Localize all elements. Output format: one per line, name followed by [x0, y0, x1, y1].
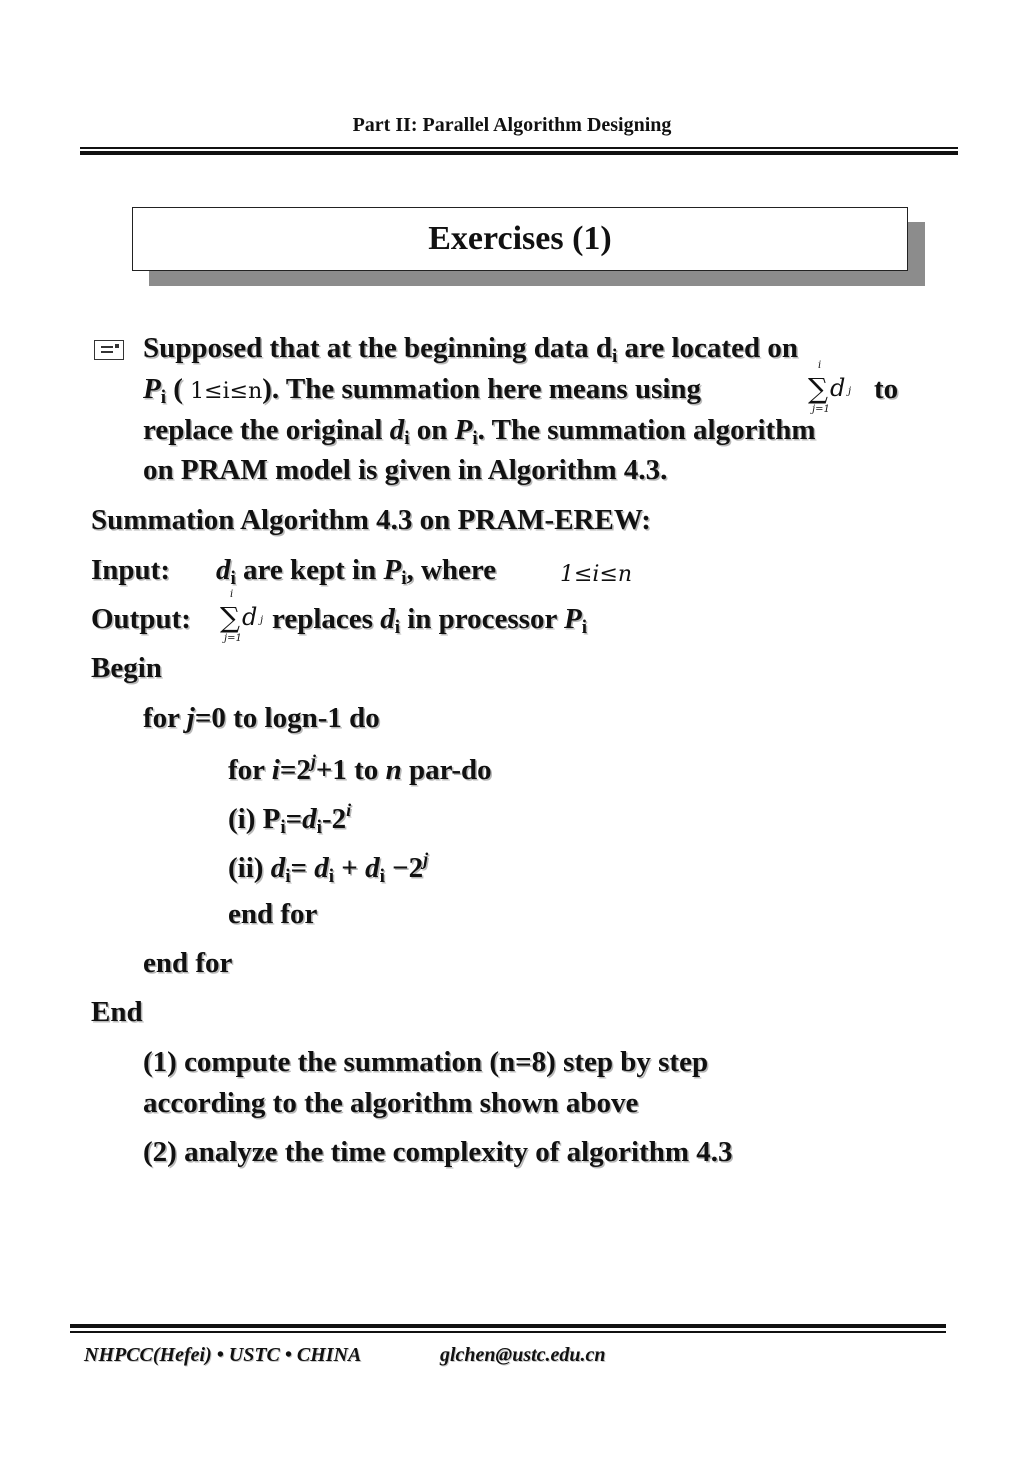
algorithm-end: End — [91, 996, 143, 1028]
page-header-title: Part II: Parallel Algorithm Designing — [352, 114, 672, 136]
footer-email: glchen@ustc.edu.cn — [440, 1344, 606, 1366]
algorithm-input-text: $d_i$ are kept in $P_i$, where — [216, 554, 497, 589]
algorithm-input-label: Input: — [91, 554, 170, 586]
algorithm-input-range: 1≤i≤n — [560, 562, 633, 587]
footer-rule-thin — [70, 1331, 946, 1333]
algorithm-step-1: (i) $P_i=d_i-2^i$ — [228, 800, 352, 838]
algorithm-outer-end-for: end for — [143, 947, 233, 979]
intro-sum-formula: i ∑ d j j=1 — [808, 360, 852, 415]
algorithm-outer-for: for j=0 to logn-1 do — [143, 702, 380, 734]
intro-line-2: $P_i$ ( 1≤i≤n). The summation here means using — [143, 373, 702, 408]
intro-line-4: on PRAM model is given in Algorithm 4.3. — [143, 454, 668, 486]
algorithm-step-2: (ii) $d_i= d_i + d_i -2^j$ — [228, 849, 429, 887]
algorithm-output-sum: i ∑ d j j=1 — [220, 589, 264, 644]
slide-title — [132, 207, 908, 271]
intro-line-1: Supposed that at the beginning data $d_i$ are located on — [143, 332, 798, 367]
footer-institution: NHPCC(Hefei) • USTC • CHINA — [84, 1344, 362, 1366]
question-1-line-2: according to the algorithm shown above — [143, 1087, 639, 1119]
slide-title-text: Exercises (1) — [428, 220, 612, 257]
header-rule-thick — [80, 151, 958, 155]
bullet-note-icon — [94, 340, 124, 360]
algorithm-heading: Summation Algorithm 4.3 on PRAM-EREW: — [91, 504, 651, 536]
algorithm-begin: Begin — [91, 652, 162, 684]
algorithm-inner-for: for $i=2^j+1$ to n par-do — [228, 751, 492, 786]
intro-line-2-end: to — [874, 373, 899, 405]
question-2: (2) analyze the time complexity of algorithm 4.3 — [143, 1136, 733, 1168]
intro-line-3: replace the original $d_i$ on $P_i$. The summation algorithm — [143, 414, 816, 449]
algorithm-inner-end-for: end for — [228, 898, 318, 930]
footer-rule-thick — [70, 1324, 946, 1328]
question-1-line-1: (1) compute the summation (n=8) step by step — [143, 1046, 709, 1078]
header-rule-thin — [80, 147, 958, 149]
algorithm-output-label: Output: — [91, 603, 191, 635]
algorithm-output-text: replaces $d_i$ in processor $P_i$ — [272, 603, 588, 638]
